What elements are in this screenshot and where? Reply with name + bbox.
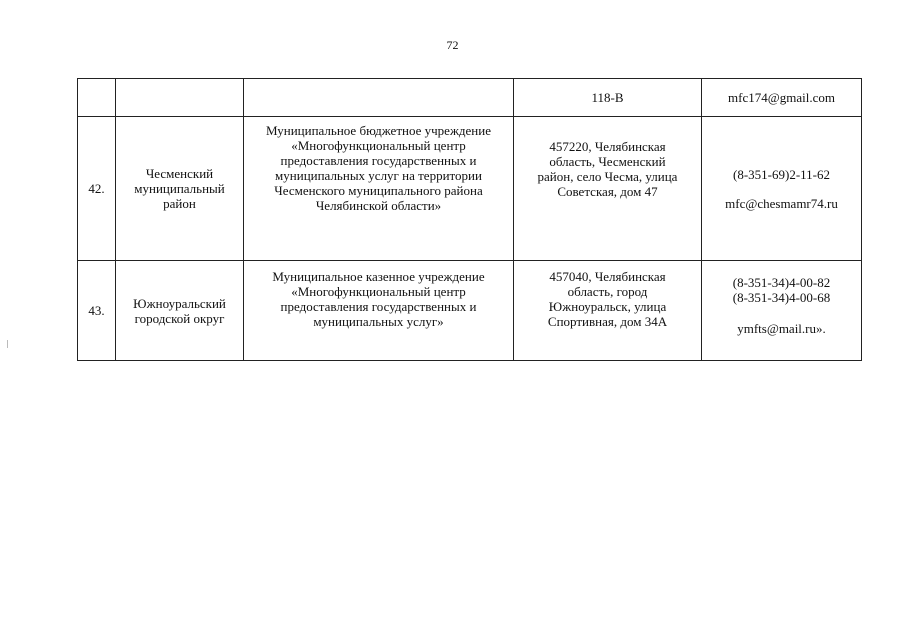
address-line: 457040, Челябинская <box>549 269 666 284</box>
row-number-cell <box>78 117 116 261</box>
institution-cell <box>244 117 514 261</box>
email: ymfts@mail.ru». <box>737 321 826 336</box>
district-line: район <box>163 196 196 211</box>
address-cell <box>514 261 702 361</box>
phone: (8-351-34)4-00-82 <box>732 275 831 290</box>
address-cell <box>514 117 702 261</box>
institution-line: предоставления государственных и <box>280 153 477 168</box>
phone: (8-351-69)2-11-62 <box>733 166 830 182</box>
table-row <box>78 117 862 261</box>
institution-cell <box>244 79 514 117</box>
district-line: Южноуральский <box>133 295 226 311</box>
mfc-registry-table <box>77 78 862 361</box>
address-line: 457220, Челябинская <box>549 139 666 154</box>
phone: (8-351-34)4-00-68 <box>732 290 831 305</box>
district-line: городской округ <box>134 310 225 326</box>
address-line: область, город <box>567 284 648 299</box>
table-row <box>78 79 862 117</box>
institution-line: муниципальных услуг» <box>313 314 444 329</box>
district-line: Чесменский <box>145 166 214 181</box>
margin-mark <box>7 340 8 348</box>
table-row <box>78 261 862 361</box>
contacts-cell <box>702 261 862 361</box>
institution-cell <box>244 261 514 361</box>
spacer <box>705 182 858 196</box>
institution-line: муниципальных услуг на территории <box>275 168 482 183</box>
address-line: область, Чесменский <box>549 154 666 169</box>
row-number: 42. <box>88 181 105 196</box>
email: mfc174@gmail.com <box>728 90 835 105</box>
institution-line: предоставления государственных и <box>280 299 477 314</box>
address-line: 118-В <box>591 90 624 105</box>
institution-line: Муниципальное бюджетное учреждение <box>266 123 491 138</box>
address-line: район, село Чесма, улица <box>537 169 678 184</box>
page-number: 72 <box>446 38 459 52</box>
address-cell <box>514 79 702 117</box>
district-cell <box>116 261 244 361</box>
address-line: Советская, дом 47 <box>557 184 658 199</box>
institution-line: Чесменского муниципального района <box>274 183 483 198</box>
row-number: 43. <box>88 303 105 318</box>
address-line: Южноуральск, улица <box>548 299 667 314</box>
institution-line: «Многофункциональный центр <box>291 138 466 153</box>
institution-line: Челябинской области» <box>315 198 442 213</box>
contacts-cell <box>702 117 862 261</box>
institution-line: «Многофункциональный центр <box>291 284 466 299</box>
email: mfc@chesmamr74.ru <box>725 195 838 211</box>
contacts-cell <box>702 79 862 117</box>
institution-line: Муниципальное казенное учреждение <box>272 269 485 284</box>
row-number-cell <box>78 261 116 361</box>
row-number-cell <box>78 79 116 117</box>
spacer <box>705 305 858 321</box>
district-line: муниципальный <box>134 181 225 196</box>
address-line: Спортивная, дом 34А <box>547 314 668 329</box>
district-cell <box>116 117 244 261</box>
district-cell <box>116 79 244 117</box>
